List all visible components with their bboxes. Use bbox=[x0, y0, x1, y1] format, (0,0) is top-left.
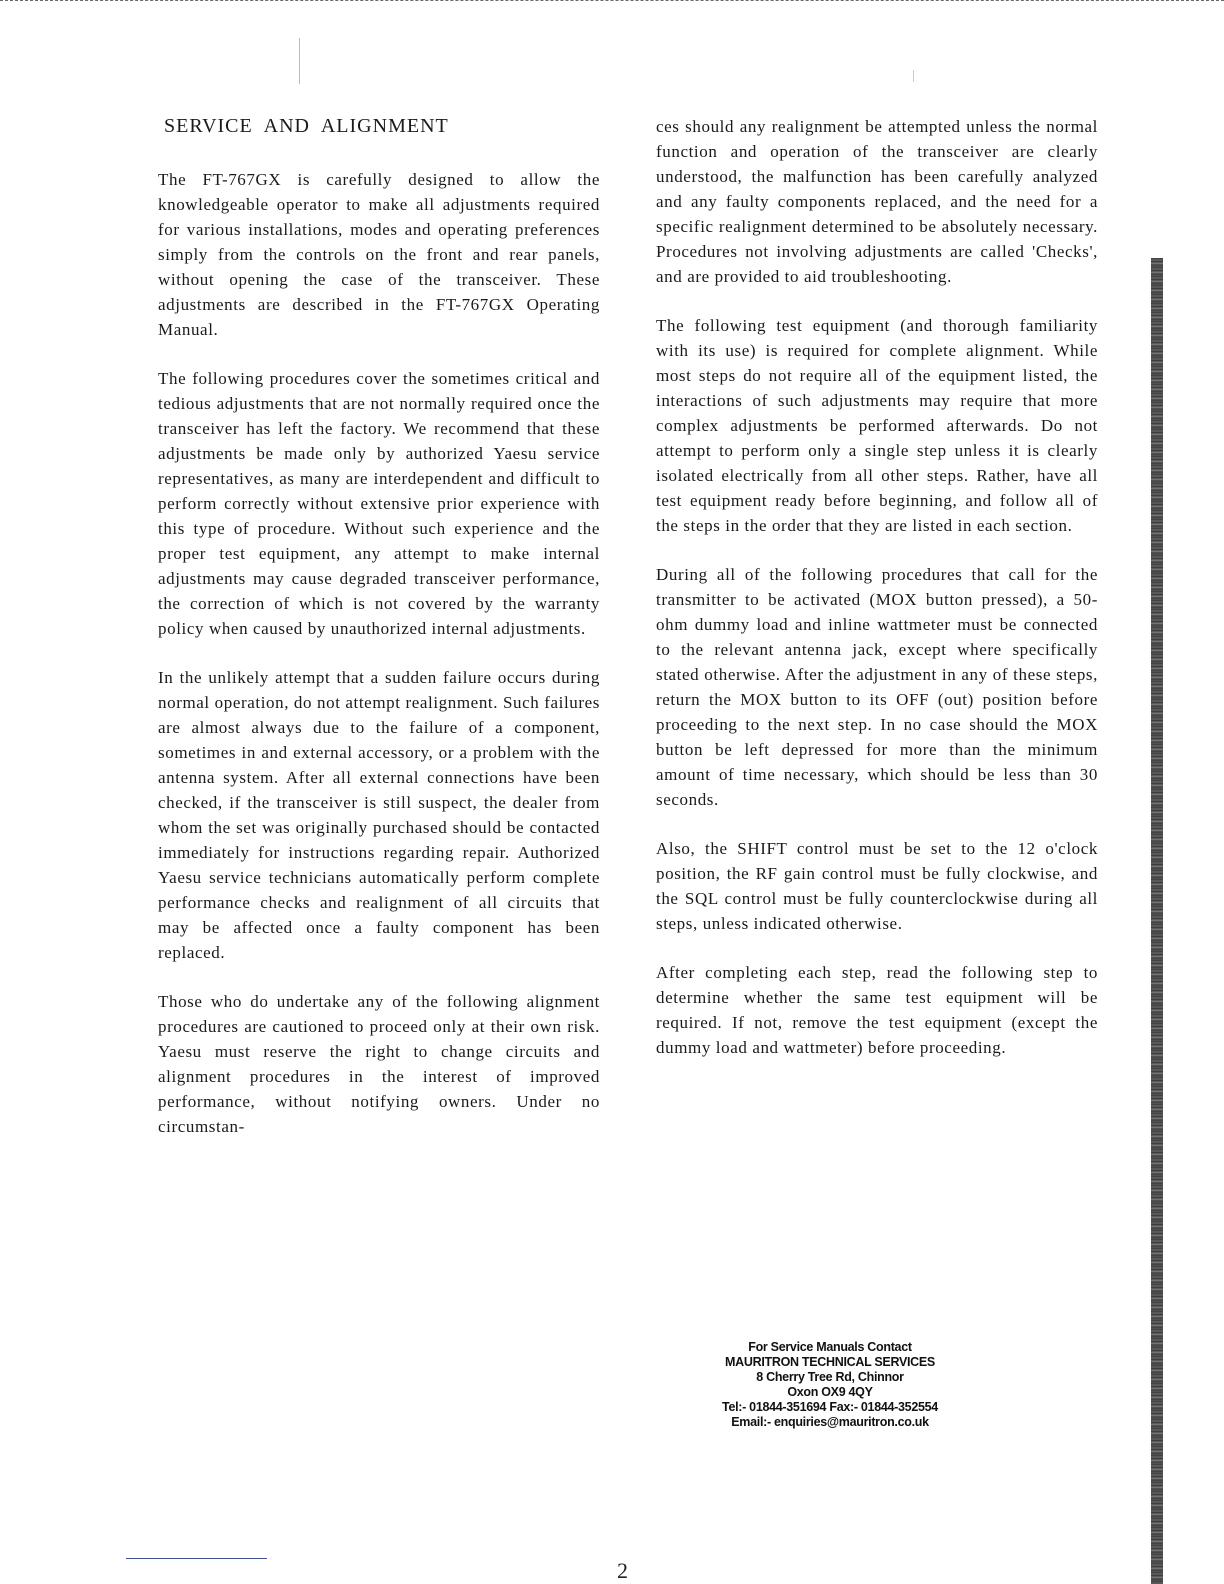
right-column bbox=[656, 114, 1098, 1084]
paragraph: The following procedures cover the sometimes critical and tedious adjustments that are not normally required once the transceiver has left the factory. We recommend that these adjustments be made only by authorized Yaesu service representatives, as many are interdependent and difficult to perform correctly without extensive prior experience with this type of procedure. Without such experience and the proper test equipment, any attempt to make internal adjustments may cause degraded transceiver performance, the correction of which is not covered by the warranty policy when caused by unauthorized internal adjustments. bbox=[158, 369, 600, 638]
paragraph: The FT-767GX is carefully designed to allow the knowledgeable operator to make all adjustments required for various installations, modes and operating preferences simply from the controls on the front and rear panels, without opening the case of the transceiver. These adjustments are described in the FT-767GX Operating Manual. bbox=[158, 170, 600, 339]
paragraph: The following test equipment (and thorough familiarity with its use) is required for complete alignment. While most steps do not require all of the equipment listed, the interactions of such adjustments may require that more complex adjustments be performed afterwards. Do not attempt to perform only a single step unless it is clearly isolated electrically from all other steps. Rather, have all test equipment ready before beginning, and follow all of the steps in the order that they are listed in each section. bbox=[656, 316, 1098, 535]
contact-line: Email:- enquiries@mauritron.co.uk bbox=[731, 1415, 929, 1429]
contact-line: MAURITRON TECHNICAL SERVICES bbox=[725, 1355, 935, 1369]
page-top-rule bbox=[0, 0, 1224, 1]
left-column bbox=[158, 114, 600, 1163]
paragraph: In the unlikely attempt that a sudden failure occurs during normal operation, do not attempt realignment. Such failures are almost always due to the failure of a component, sometimes in and external accessory, or a problem with the antenna system. After all external connections have been checked, if the transceiver is still suspect, the dealer from whom the set was originally purchased should be contacted immediately for instructions regarding repair. Authorized Yaesu service technicians automatically perform complete performance checks and realignment of all circuits that may be affected once a faulty component has been replaced. bbox=[158, 668, 600, 962]
page-number: 2 bbox=[617, 1558, 628, 1583]
paragraph: During all of the following procedures that call for the transmitter to be activated (MOX button pressed), a 50-ohm dummy load and inline wattmeter must be connected to the relevant antenna jack, except where specifically stated otherwise. After the adjustment in any of these steps, return the MOX button to its OFF (out) position before proceeding to the next step. In no case should the MOX button be left depressed for more than the minimum amount of time necessary, which should be less than 30 seconds. bbox=[656, 565, 1098, 809]
contact-line: For Service Manuals Contact bbox=[748, 1340, 912, 1354]
footnote-rule bbox=[126, 1558, 267, 1559]
paragraph: Also, the SHIFT control must be set to the 12 o'clock position, the RF gain control must be fully clockwise, and the SQL control must be fully counterclockwise during all steps, unless indicated otherwise. bbox=[656, 839, 1098, 933]
contact-line: 8 Cherry Tree Rd, Chinnor bbox=[756, 1370, 904, 1384]
contact-line: Oxon OX9 4QY bbox=[787, 1385, 873, 1399]
scan-mark bbox=[913, 70, 914, 82]
service-contact-stamp bbox=[700, 1340, 960, 1430]
section-heading: SERVICE AND ALIGNMENT bbox=[164, 115, 449, 137]
contact-line: Tel:- 01844-351694 Fax:- 01844-352554 bbox=[722, 1400, 938, 1414]
paragraph: Those who do undertake any of the following alignment procedures are cautioned to proceed only at their own risk. Yaesu must reserve the right to change circuits and alignment procedures in the interest of improved performance, without notifying owners. Under no circumstan- bbox=[158, 992, 600, 1136]
paragraph: After completing each step, read the following step to determine whether the same test equipment will be required. If not, remove the test equipment (except the dummy load and wattmeter) before proceeding. bbox=[656, 963, 1098, 1057]
scan-edge-stripe bbox=[1151, 258, 1163, 1584]
paragraph: ces should any realignment be attempted unless the normal function and operation of the transceiver are clearly understood, the malfunction has been carefully analyzed and any faulty components replaced, and the need for a specific realignment determined to be absolutely necessary. Procedures not involving adjustments are called 'Checks', and are provided to aid troubleshooting. bbox=[656, 117, 1098, 286]
scan-mark bbox=[299, 38, 300, 84]
